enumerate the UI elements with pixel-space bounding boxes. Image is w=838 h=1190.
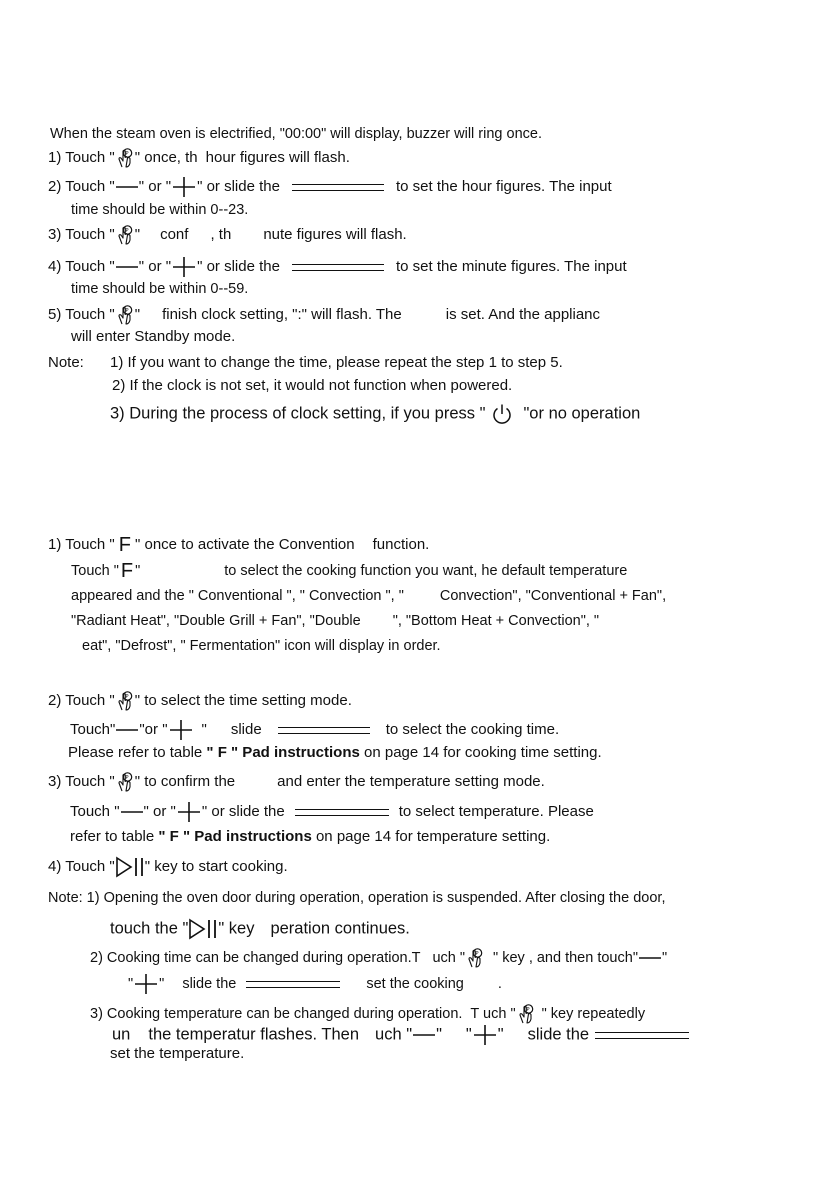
step-text: , th <box>210 225 232 243</box>
step-text: " <box>134 225 141 243</box>
clock-step-4-cont: time should be within 0--59. <box>71 281 249 297</box>
note-text: 2) Cooking time can be changed during operation.T <box>90 949 421 966</box>
step-text: 4) Touch " <box>48 857 115 875</box>
step-text: ", "Bottom Heat + Convection", " <box>392 613 600 629</box>
step-text: refer to table <box>70 828 159 845</box>
step-text: 4) Touch " <box>48 257 115 275</box>
clock-note-1: 1) If you want to change the time, please repeat the step 1 to step 5. <box>110 354 563 371</box>
step-text: " <box>135 563 141 579</box>
slider-bar-icon <box>595 1032 689 1039</box>
note-text: uch " <box>375 1025 413 1044</box>
step-text: to set the minute figures. The input <box>395 257 627 275</box>
cook-step-1-line-4 <box>71 612 599 630</box>
power-icon <box>491 403 513 425</box>
cook-note-3-end: set the temperature. <box>110 1045 245 1062</box>
cook-step-4 <box>48 855 288 879</box>
step-text: 2) Touch " <box>48 691 115 709</box>
step-text: 2) Touch " <box>48 177 115 195</box>
note-text: " <box>465 1025 472 1044</box>
step-text: " or " <box>138 177 172 195</box>
cook-note-3 <box>90 1003 645 1025</box>
step-text: Touch " <box>70 802 120 820</box>
table-reference: " F " Pad instructions <box>158 828 312 845</box>
clock-step-2 <box>48 176 612 198</box>
touch-finger-icon <box>115 147 135 169</box>
note-text: slide the <box>527 1025 590 1044</box>
clock-step-2-cont: time should be within 0--23. <box>71 202 249 218</box>
cook-step-1-line-5: eat", "Defrost", " Fermentation" icon will display in order. <box>82 638 441 654</box>
step-text: " once, th <box>134 148 198 166</box>
note-text: T uch " <box>470 1005 516 1022</box>
cook-note-3-cont <box>112 1024 695 1046</box>
note-text: " <box>661 949 668 966</box>
touch-finger-icon <box>465 947 485 969</box>
cook-note-2-cont <box>128 973 502 995</box>
cook-step-1 <box>48 534 430 557</box>
cook-step-3-line-2 <box>70 801 594 823</box>
cook-step-3 <box>48 771 545 793</box>
cook-note-2 <box>90 947 667 969</box>
step-text: " <box>134 305 141 323</box>
note-text: " <box>128 975 134 992</box>
step-text: Touch" <box>70 720 116 738</box>
note-text: " <box>159 975 165 992</box>
cook-step-2-line-2 <box>70 719 559 741</box>
start-pause-icon <box>188 917 218 941</box>
step-text: Touch " <box>71 563 119 579</box>
cook-step-2 <box>48 690 352 712</box>
clock-intro: When the steam oven is electrified, "00:00" will display, buzzer will ring once. <box>50 126 542 142</box>
note-text: 3) Cooking temperature can be changed during operation. <box>90 1005 463 1022</box>
note-text: un <box>112 1025 131 1044</box>
note-text: set the cooking <box>366 975 464 992</box>
step-text: 3) Touch " <box>48 225 115 243</box>
step-text: to select the cooking time. <box>385 720 560 738</box>
slider-bar-icon <box>292 184 384 191</box>
plus-icon <box>168 719 194 741</box>
note-text: " key repeatedly <box>541 1005 646 1022</box>
step-text: " or slide the <box>197 257 280 275</box>
clock-step-4 <box>48 256 627 278</box>
step-text: slide <box>230 720 262 738</box>
step-text: to select the cooking function you want, he default temperature <box>224 563 628 579</box>
step-text: on page 14 for temperature setting. <box>311 828 551 845</box>
step-text: " or " <box>138 257 172 275</box>
cook-note-1: Note: 1) Opening the oven door during operation, operation is suspended. After closing the door, <box>48 890 666 906</box>
step-text: is set. And the applianc <box>445 305 601 323</box>
clock-step-5-cont: will enter Standby mode. <box>71 328 236 345</box>
clock-step-3 <box>48 224 407 246</box>
note-text: slide the <box>182 975 237 992</box>
minus-icon <box>115 720 139 740</box>
step-text: "Radiant Heat", "Double Grill + Fan", "Double <box>71 613 361 629</box>
step-text: " or slide the <box>201 802 285 820</box>
note-text: 3) During the process of clock setting, if you press " <box>110 404 486 423</box>
slider-bar-icon <box>295 809 389 816</box>
slider-bar-icon <box>292 264 384 271</box>
note-text: uch " <box>432 949 466 966</box>
step-text: 1) Touch " <box>48 148 115 166</box>
note-text: " <box>497 1025 504 1044</box>
step-text: " once to activate the Convention <box>134 536 355 553</box>
note-text: " key , and then touch" <box>493 949 638 966</box>
step-text: " <box>201 720 207 738</box>
step-text: Please refer to table <box>68 744 207 761</box>
step-text: Convection", "Conventional + Fan", <box>439 588 667 604</box>
cook-step-2-line-3 <box>68 744 602 762</box>
step-text: nute figures will flash. <box>263 225 407 243</box>
touch-finger-icon <box>516 1003 536 1025</box>
note-text: " key <box>218 919 255 938</box>
note-text: . <box>497 975 502 992</box>
slider-bar-icon <box>246 981 340 988</box>
cook-step-1-line-2 <box>71 560 628 583</box>
step-text: " key to start cooking. <box>144 857 288 875</box>
step-text: to set the hour figures. The input <box>395 177 612 195</box>
touch-finger-icon <box>115 771 135 793</box>
step-text: function. <box>372 536 430 553</box>
clock-note-label: Note: <box>48 354 84 371</box>
plus-icon <box>472 1024 498 1046</box>
step-text: 3) Touch " <box>48 772 115 790</box>
cook-step-1-line-3 <box>71 587 666 605</box>
step-text: " to select the time setting mode. <box>134 691 352 709</box>
step-text: finish clock setting, ":" will flash. The <box>162 305 402 323</box>
note-text: " <box>436 1025 442 1044</box>
step-text: 1) Touch " <box>48 536 115 553</box>
slider-bar-icon <box>278 727 370 734</box>
step-text: 5) Touch " <box>48 305 115 323</box>
clock-note-2: 2) If the clock is not set, it would not function when powered. <box>112 377 513 394</box>
plus-icon <box>171 256 197 278</box>
minus-icon <box>120 802 144 822</box>
cook-note-1-cont <box>110 917 410 941</box>
plus-icon <box>133 973 159 995</box>
step-text: hour figures will flash. <box>205 148 350 166</box>
touch-finger-icon <box>115 690 135 712</box>
minus-icon <box>115 177 139 197</box>
step-text: " or " <box>143 802 176 820</box>
step-text: appeared and the " Conventional ", " Convection ", " <box>71 588 404 604</box>
note-text: peration continues. <box>270 919 410 938</box>
plus-icon <box>176 801 202 823</box>
note-text: "or no operation <box>523 404 641 423</box>
table-reference: " F " Pad instructions <box>206 744 360 761</box>
step-text: conf <box>160 225 189 243</box>
note-text: touch the " <box>110 919 189 938</box>
clock-step-5 <box>48 304 600 326</box>
clock-step-1 <box>48 147 350 169</box>
minus-icon <box>115 257 139 277</box>
minus-icon <box>412 1025 436 1045</box>
function-f-icon: F <box>120 560 134 583</box>
step-text: and enter the temperature setting mode. <box>277 772 545 790</box>
start-pause-icon <box>115 855 145 879</box>
minus-icon <box>638 948 662 968</box>
touch-finger-icon <box>115 304 135 326</box>
step-text: " or slide the <box>197 177 280 195</box>
function-f-icon: F <box>118 534 131 557</box>
step-text: " to confirm the <box>134 772 236 790</box>
clock-note-3 <box>110 403 640 425</box>
step-text: on page 14 for cooking time setting. <box>359 744 602 761</box>
plus-icon <box>171 176 197 198</box>
step-text: "or " <box>139 720 168 738</box>
step-text: to select temperature. Please <box>398 802 594 820</box>
touch-finger-icon <box>115 224 135 246</box>
note-text: the temperatur flashes. Then <box>148 1025 360 1044</box>
cook-step-3-line-3 <box>70 828 550 846</box>
